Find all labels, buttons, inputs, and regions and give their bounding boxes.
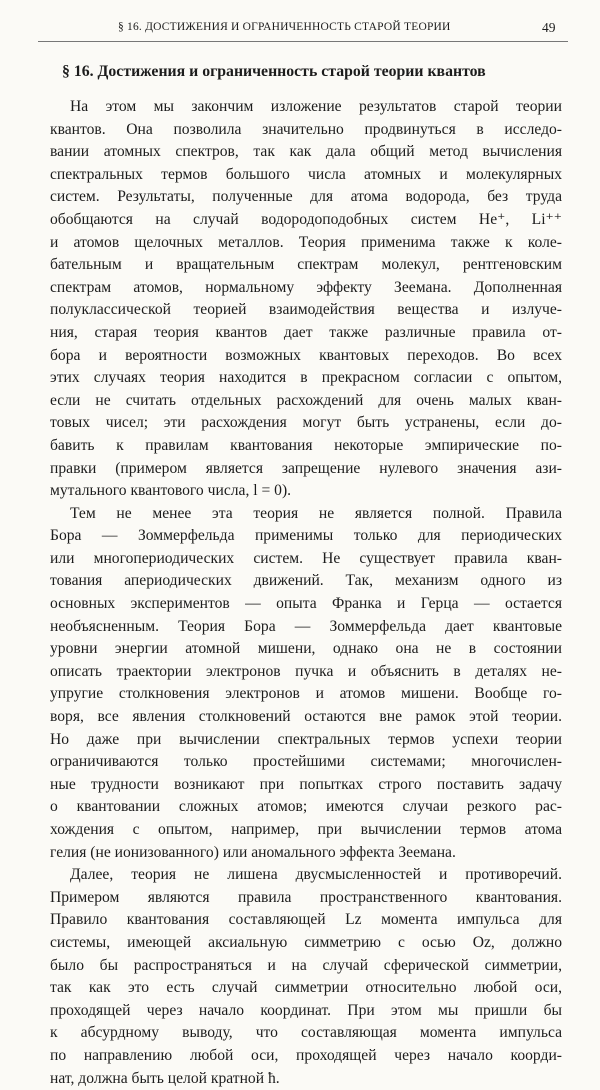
text-line: правки (примером является запрещение нулевого значения ази- (50, 459, 562, 477)
text-line: по направлению любой оси, проходящей через начало коорди- (50, 1046, 562, 1064)
text-line: хождения с опытом, например, при вычислении термов атома (50, 821, 562, 838)
text-line: ния, старая теория квантов дает также различные правила от- (50, 323, 562, 341)
text-line: Примером являются правила пространственного квантования. (50, 888, 562, 906)
text-line: к абсурдному выводу, что составляющая момента импульса (50, 1024, 562, 1042)
section-title: § 16. Достижения и ограниченность старой теории квантов (62, 63, 486, 80)
text-line: основных экспериментов — опыта Франка и Герца — остается (50, 595, 562, 613)
text-line: На этом мы закончим изложение результатов старой теории (70, 98, 562, 115)
text-line: спектральных термов большого числа атомных и молекулярных (50, 165, 562, 183)
text-line: ные трудности возникают при попытках строго поставить задачу (50, 775, 562, 793)
text-line: ограничиваются только простейшими системами; многочислен- (50, 753, 562, 771)
text-line: Но даже при вычислении спектральных термов успехи теории (50, 730, 562, 748)
text-line: воря, все явления столкновений остаются вне рамок этой теории. (50, 708, 562, 726)
text-line: о квантовании сложных атомов; имеются случаи резкого рас- (50, 798, 562, 816)
text-line: описать траектории электронов пучка и объяснить в деталях не- (50, 662, 562, 680)
text-line: полуклассической теорией взаимодействия вещества и излуче- (50, 301, 562, 319)
page-number: 49 (542, 20, 556, 35)
text-line: гелия (не ионизованного) или аномального эффекта Зеемана. (50, 843, 456, 861)
text-line: Бора — Зоммерфельда применимы только для периодических (50, 527, 562, 545)
text-line: квантов. Она позволила значительно продвинуться в исследо- (50, 120, 562, 138)
header-rule (38, 41, 568, 42)
text-line: было бы распространяться и на случай сферической симметрии, (50, 956, 562, 974)
text-line: нат, должна быть целой кратной ħ. (50, 1069, 280, 1087)
running-head: § 16. ДОСТИЖЕНИЯ И ОГРАНИЧЕННОСТЬ СТАРОЙ ТЕОРИИ (118, 21, 451, 33)
text-line: бавить к правилам квантования некоторые эмпирические по- (50, 436, 562, 454)
text-line: бательным и вращательным спектрам молекул, рентгеновским (50, 256, 562, 274)
text-line: вании атомных спектров, так как дала общий метод вычисления (50, 143, 562, 161)
text-line: обобщаются на случай водородоподобных систем He⁺, Li⁺⁺ (50, 210, 562, 228)
text-line: уровни энергии атомной мишени, однако она не в состоянии (50, 640, 562, 658)
body-text (50, 96, 562, 1090)
text-line: спектрам атомов, нормальному эффекту Зеемана. Дополненная (50, 278, 562, 296)
text-line: если не считать отдельных расхождений для очень малых кван- (50, 391, 562, 409)
text-line: товых чисел; эти расхождения могут быть устранены, если до- (50, 414, 562, 432)
text-line: Правило квантования составляющей Lz момента импульса для (50, 911, 562, 929)
text-line: Тем не менее эта теория не является полной. Правила (70, 504, 562, 522)
text-line: проходящей через начало координат. При этом мы пришли бы (50, 1001, 562, 1019)
text-line: или многопериодических систем. Не существует правила кван- (50, 549, 562, 567)
text-line: этих случаях теория находится в прекрасном согласии с опытом, (50, 369, 562, 387)
text-line: так как это есть случай симметрии относительно любой оси, (50, 979, 562, 997)
text-line: мутального квантового числа, l = 0). (50, 482, 292, 500)
text-line: бора и вероятности возможных квантовых переходов. Во всех (50, 346, 562, 364)
text-line: необъясненным. Теория Бора — Зоммерфельда дает квантовые (50, 617, 562, 635)
text-line: и атомов щелочных металлов. Теория применима также к коле- (50, 233, 562, 251)
text-line: системы, имеющей аксиальную симметрию с осью Oz, должно (50, 933, 562, 951)
text-line: упругие столкновения электронов и атомов мишени. Вообще го- (50, 685, 562, 703)
text-line: Далее, теория не лишена двусмысленностей и противоречий. (70, 866, 562, 884)
text-line: тования апериодических движений. Так, механизм одного из (50, 572, 562, 590)
text-line: систем. Результаты, полученные для атома водорода, без труда (50, 188, 562, 206)
